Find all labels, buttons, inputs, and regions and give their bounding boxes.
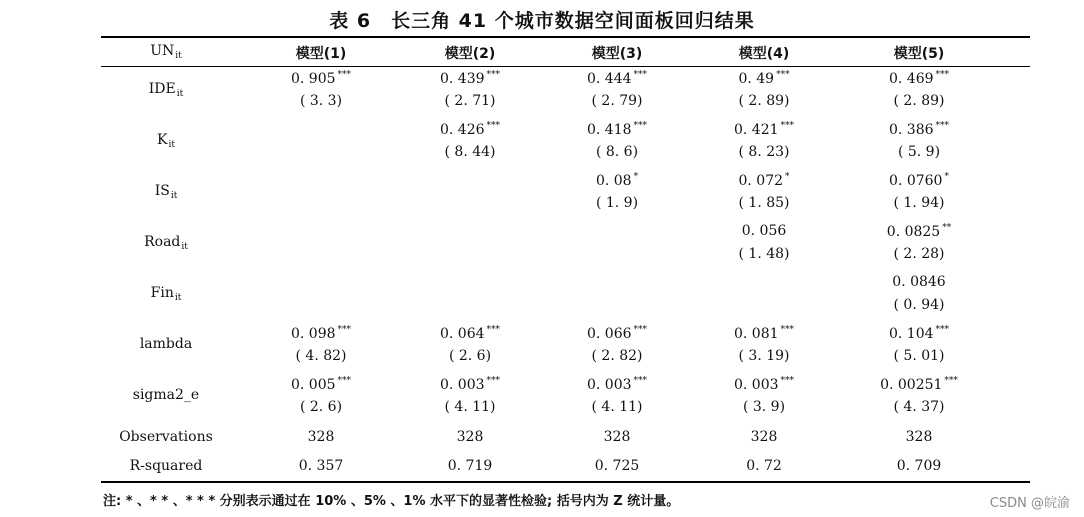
variable-name: IS bbox=[154, 183, 170, 199]
coefficient bbox=[547, 376, 687, 393]
bottom-rule bbox=[101, 481, 1030, 483]
significance-stars: *** bbox=[486, 376, 501, 386]
stat-value: 0. 719 bbox=[447, 458, 493, 474]
z-statistic: ( 1. 9) bbox=[595, 195, 639, 211]
coefficient bbox=[400, 376, 540, 393]
coefficient-value: 0. 469 bbox=[888, 71, 934, 87]
coefficient-value: 0. 439 bbox=[439, 71, 485, 87]
coefficient-value: 0. 08 bbox=[595, 173, 632, 189]
z-statistic: ( 2. 79) bbox=[591, 93, 643, 109]
coefficient-value: 0. 0825 bbox=[886, 224, 941, 240]
stat-value: 328 bbox=[456, 429, 484, 445]
z-statistic: ( 4. 11) bbox=[444, 399, 496, 415]
z-statistic: ( 1. 85) bbox=[738, 195, 790, 211]
coefficient-value: 0. 098 bbox=[290, 326, 336, 342]
stat-value: 0. 357 bbox=[298, 458, 344, 474]
significance-stars: *** bbox=[337, 325, 352, 335]
coefficient-value: 0. 386 bbox=[888, 122, 934, 138]
coefficient bbox=[400, 121, 540, 138]
coefficient-value: 0. 064 bbox=[439, 326, 485, 342]
coefficient bbox=[694, 172, 834, 189]
z-statistic: ( 8. 23) bbox=[738, 144, 790, 160]
coefficient bbox=[849, 70, 989, 87]
significance-stars: *** bbox=[633, 70, 648, 80]
coefficient bbox=[849, 223, 989, 240]
variable-subscript: it bbox=[174, 293, 182, 303]
coefficient-value: 0. 0846 bbox=[892, 274, 946, 290]
coefficient bbox=[547, 121, 687, 138]
model-header: 模型(2) bbox=[444, 46, 496, 62]
coefficient bbox=[849, 172, 989, 189]
z-statistic: ( 2. 89) bbox=[893, 93, 945, 109]
z-statistic: ( 8. 44) bbox=[444, 144, 496, 160]
z-statistic: ( 5. 01) bbox=[893, 348, 945, 364]
significance-stars: * bbox=[944, 172, 949, 182]
variable-label bbox=[101, 336, 231, 352]
coefficient-value: 0. 066 bbox=[586, 326, 632, 342]
coefficient bbox=[694, 325, 834, 342]
coefficient-value: 0. 426 bbox=[439, 122, 485, 138]
z-statistic: ( 4. 11) bbox=[591, 399, 643, 415]
variable-name: Road bbox=[144, 234, 181, 250]
coefficient-value: 0. 056 bbox=[741, 223, 787, 239]
significance-stars: *** bbox=[486, 70, 501, 80]
z-statistic: ( 1. 94) bbox=[893, 195, 945, 211]
coefficient bbox=[251, 325, 391, 342]
stat-value: 328 bbox=[307, 429, 335, 445]
stat-value: 0. 725 bbox=[594, 458, 640, 474]
coefficient-value: 0. 418 bbox=[586, 122, 632, 138]
top-rule bbox=[101, 36, 1030, 38]
coefficient-value: 0. 444 bbox=[586, 71, 632, 87]
variable-name: sigma2_e bbox=[132, 387, 200, 403]
variable-name: IDE bbox=[148, 81, 176, 97]
z-statistic: ( 3. 19) bbox=[738, 348, 790, 364]
table-note: 注: * 、* * 、* * * 分别表示通过在 10% 、5% 、1% 水平下的显著性检验; 括号内为 Z 统计量。 bbox=[103, 494, 680, 509]
coefficient-value: 0. 003 bbox=[439, 377, 485, 393]
variable-label bbox=[101, 81, 231, 99]
stat-value: 328 bbox=[603, 429, 631, 445]
stat-value: 0. 709 bbox=[896, 458, 942, 474]
coefficient bbox=[251, 376, 391, 393]
significance-stars: * bbox=[785, 172, 790, 182]
variable-label bbox=[101, 285, 231, 303]
coefficient-value: 0. 003 bbox=[733, 377, 779, 393]
coefficient-value: 0. 081 bbox=[733, 326, 779, 342]
variable-subscript: it bbox=[170, 191, 178, 201]
variable-name: K bbox=[157, 132, 168, 148]
model-header: 模型(1) bbox=[295, 46, 347, 62]
significance-stars: ** bbox=[942, 223, 952, 233]
coefficient-value: 0. 0760 bbox=[889, 173, 943, 189]
z-statistic: ( 3. 3) bbox=[299, 93, 343, 109]
header-variable-subscript: it bbox=[175, 51, 182, 61]
coefficient-value: 0. 905 bbox=[290, 71, 336, 87]
header-rule bbox=[101, 66, 1030, 67]
z-statistic: ( 2. 89) bbox=[738, 93, 790, 109]
coefficient-value: 0. 49 bbox=[738, 71, 775, 87]
variable-label bbox=[101, 387, 231, 403]
model-header: 模型(3) bbox=[591, 46, 643, 62]
variable-subscript: it bbox=[176, 89, 184, 99]
coefficient bbox=[849, 121, 989, 138]
significance-stars: *** bbox=[633, 376, 648, 386]
significance-stars: *** bbox=[633, 121, 648, 131]
coefficient-value: 0. 421 bbox=[733, 122, 779, 138]
stat-value: 328 bbox=[905, 429, 933, 445]
z-statistic: ( 0. 94) bbox=[893, 297, 945, 313]
coefficient-value: 0. 00251 bbox=[880, 377, 943, 393]
coefficient bbox=[694, 376, 834, 393]
coefficient bbox=[400, 325, 540, 342]
model-header: 模型(4) bbox=[738, 46, 790, 62]
stat-value: 328 bbox=[750, 429, 778, 445]
significance-stars: *** bbox=[935, 70, 950, 80]
stat-value: 0. 72 bbox=[746, 458, 782, 474]
coefficient-value: 0. 005 bbox=[290, 377, 336, 393]
significance-stars: *** bbox=[780, 325, 795, 335]
coefficient bbox=[694, 70, 834, 87]
variable-label bbox=[101, 183, 231, 201]
significance-stars: *** bbox=[935, 325, 950, 335]
coefficient bbox=[849, 274, 989, 290]
z-statistic: ( 5. 9) bbox=[897, 144, 941, 160]
z-statistic: ( 2. 6) bbox=[299, 399, 343, 415]
stat-label: R-squared bbox=[129, 458, 203, 474]
z-statistic: ( 2. 82) bbox=[591, 348, 643, 364]
coefficient-value: 0. 104 bbox=[888, 326, 934, 342]
significance-stars: *** bbox=[486, 121, 501, 131]
table-title: 表 6 长三角 41 个城市数据空间面板回归结果 bbox=[329, 10, 755, 32]
coefficient bbox=[547, 70, 687, 87]
coefficient bbox=[694, 223, 834, 239]
significance-stars: *** bbox=[935, 121, 950, 131]
significance-stars: *** bbox=[944, 376, 958, 386]
variable-name: lambda bbox=[139, 336, 193, 352]
stat-label: Observations bbox=[119, 429, 213, 445]
header-variable-name: UN bbox=[150, 43, 175, 59]
significance-stars: *** bbox=[337, 70, 352, 80]
coefficient-value: 0. 003 bbox=[586, 377, 632, 393]
z-statistic: ( 2. 6) bbox=[448, 348, 492, 364]
coefficient bbox=[849, 376, 989, 393]
watermark: CSDN @皖渝 bbox=[989, 496, 1070, 511]
significance-stars: *** bbox=[633, 325, 648, 335]
header-variable bbox=[101, 43, 231, 61]
variable-subscript: it bbox=[181, 242, 188, 252]
coefficient bbox=[547, 325, 687, 342]
variable-label bbox=[101, 234, 231, 252]
z-statistic: ( 3. 9) bbox=[742, 399, 786, 415]
z-statistic: ( 8. 6) bbox=[595, 144, 639, 160]
coefficient-value: 0. 072 bbox=[738, 173, 784, 189]
significance-stars: *** bbox=[780, 376, 795, 386]
coefficient bbox=[849, 325, 989, 342]
coefficient bbox=[547, 172, 687, 189]
z-statistic: ( 1. 48) bbox=[738, 246, 790, 262]
coefficient bbox=[251, 70, 391, 87]
significance-stars: *** bbox=[337, 376, 352, 386]
significance-stars: *** bbox=[780, 121, 795, 131]
coefficient bbox=[400, 70, 540, 87]
variable-subscript: it bbox=[168, 140, 175, 150]
significance-stars: *** bbox=[486, 325, 501, 335]
variable-label bbox=[101, 132, 231, 150]
z-statistic: ( 4. 37) bbox=[893, 399, 945, 415]
model-header: 模型(5) bbox=[893, 46, 945, 62]
coefficient bbox=[694, 121, 834, 138]
variable-name: Fin bbox=[150, 285, 174, 301]
z-statistic: ( 2. 71) bbox=[444, 93, 496, 109]
significance-stars: *** bbox=[776, 70, 790, 80]
significance-stars: * bbox=[633, 172, 639, 182]
z-statistic: ( 4. 82) bbox=[295, 348, 347, 364]
z-statistic: ( 2. 28) bbox=[893, 246, 945, 262]
